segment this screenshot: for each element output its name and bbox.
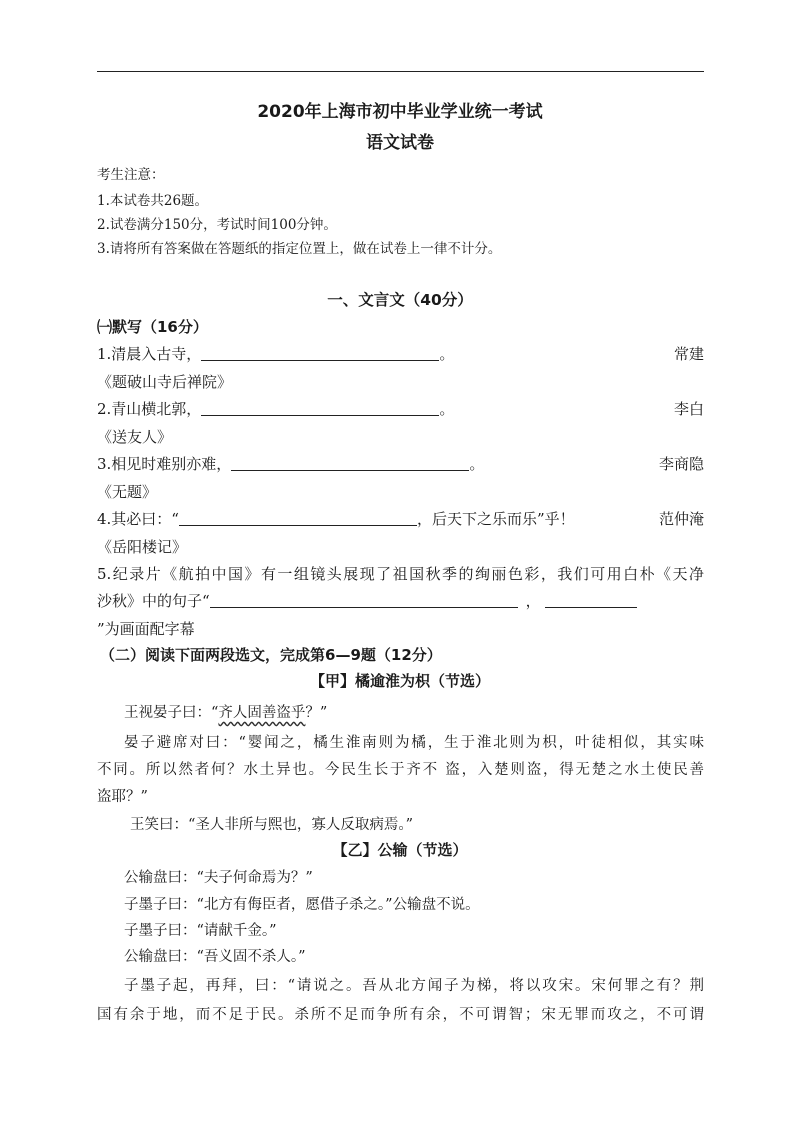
passage-line: 晏子避席对曰：“婴闻之，橘生淮南则为橘，生于淮北则为枳，叶徒相似，其实味 xyxy=(124,735,704,751)
question-1 xyxy=(97,343,454,364)
passage-paragraph xyxy=(124,701,327,722)
underlined-sentence: 齐人固善盗乎 xyxy=(218,705,306,721)
part-heading: （二）阅读下面两段选文，完成第6—9题（12分） xyxy=(100,646,442,664)
paragraph-text: 王视晏子曰：“ xyxy=(124,705,219,721)
question-separator: ， xyxy=(525,592,541,610)
question-3 xyxy=(97,453,484,474)
question-author: 常建 xyxy=(673,345,704,363)
question-source: 《岳阳楼记》 xyxy=(97,538,188,556)
passage-line: 王笑曰：“圣人非所与熙也，寡人反取病焉。” xyxy=(130,817,414,833)
question-prompt: 3.相见时难别亦难， xyxy=(97,455,232,473)
question-prompt: 1.清晨入古寺， xyxy=(97,345,202,363)
notice-item: 1.本试卷共26题。 xyxy=(97,193,209,209)
exam-title: 2020年上海市初中毕业学业统一考试 xyxy=(257,102,543,122)
exam-subtitle: 语文试卷 xyxy=(366,133,434,153)
notice-item: 2.试卷满分150分，考试时间100分钟。 xyxy=(97,217,337,233)
question-end: 。 xyxy=(439,400,455,418)
passage-line: 子墨子曰：“北方有侮臣者，愿借子杀之。”公输盘不说。 xyxy=(124,897,480,913)
question-4 xyxy=(97,508,575,529)
section-heading: 一、文言文（40分） xyxy=(327,291,473,309)
part-heading: ㈠默写（16分） xyxy=(97,318,208,336)
question-prompt: 沙秋》中的句子“ xyxy=(97,592,210,610)
passage-line: 公输盘曰：“夫子何命焉为？” xyxy=(124,870,313,886)
question-2 xyxy=(97,398,454,419)
question-source: 《题破山寺后禅院》 xyxy=(97,373,233,391)
question-end: 。 xyxy=(469,455,485,473)
question-5-line1: 5.纪录片《航拍中国》有一组镜头展现了祖国秋季的绚丽色彩，我们可用白朴《天净 xyxy=(97,565,704,583)
passage-title: 【乙】公输（节选） xyxy=(332,841,468,859)
passage-line: 盗耶？” xyxy=(97,789,148,805)
answer-blank[interactable] xyxy=(210,593,518,608)
question-prompt: 4.其必曰：“ xyxy=(97,510,179,528)
question-5-line2 xyxy=(97,590,637,611)
answer-blank[interactable] xyxy=(231,456,469,471)
question-source: 《无题》 xyxy=(97,483,158,501)
question-author: 李白 xyxy=(673,400,704,418)
notice-heading: 考生注意： xyxy=(97,167,165,183)
question-end: 。 xyxy=(439,345,455,363)
passage-line: 不同。所以然者何？水土异也。今民生长于齐不 盗，入楚则盗，得无楚之水土使民善 xyxy=(97,762,704,778)
passage-line: 国有余于地，而不足于民。杀所不足而争所有余，不可谓智；宋无罪而攻之，不可谓 xyxy=(97,1007,704,1023)
question-end: ，后天下之乐而乐”乎！ xyxy=(416,510,575,528)
notice-item: 3.请将所有答案做在答题纸的指定位置上，做在试卷上一律不计分。 xyxy=(97,241,502,257)
answer-blank[interactable] xyxy=(201,401,439,416)
answer-blank[interactable] xyxy=(179,511,417,526)
question-author: 范仲淹 xyxy=(658,510,704,528)
paragraph-text: ？” xyxy=(305,705,328,721)
answer-blank[interactable] xyxy=(201,346,439,361)
question-prompt: 2.青山横北郭， xyxy=(97,400,202,418)
question-source: 《送友人》 xyxy=(97,428,173,446)
question-5-line3: ”为画面配字幕 xyxy=(97,620,195,638)
passage-title: 【甲】橘逾淮为枳（节选） xyxy=(309,672,490,690)
header-rule xyxy=(97,71,704,72)
passage-line: 子墨子曰：“请献千金。” xyxy=(124,923,277,939)
passage-line: 公输盘曰：“吾义固不杀人。” xyxy=(124,949,306,965)
passage-line: 子墨子起，再拜，曰：“请说之。吾从北方闻子为梯，将以攻宋。宋何罪之有？荆 xyxy=(124,978,704,994)
answer-blank[interactable] xyxy=(545,593,637,608)
question-author: 李商隐 xyxy=(658,455,704,473)
